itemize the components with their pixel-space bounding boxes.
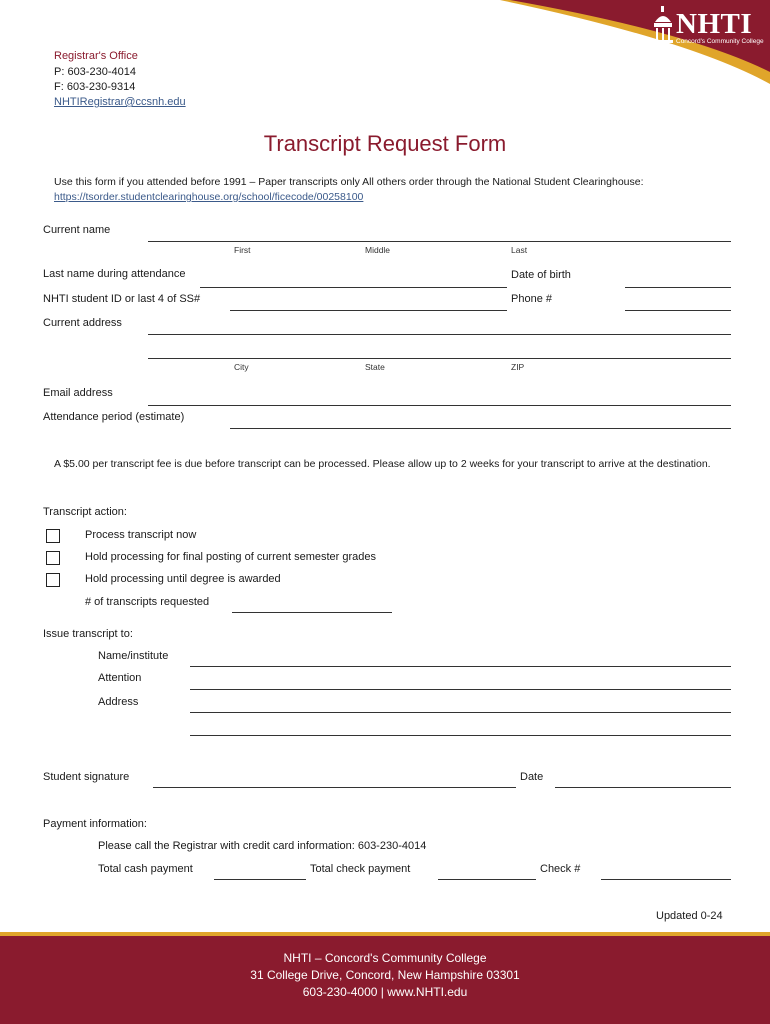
signature-label: Student signature (43, 771, 130, 783)
attention-line[interactable] (190, 689, 731, 690)
hold-degree-label: Hold processing until degree is awarded (85, 573, 281, 585)
issue-to-heading: Issue transcript to: (43, 628, 133, 640)
email-label: Email address (43, 387, 113, 399)
current-address-label: Current address (43, 317, 122, 329)
hold-degree-checkbox[interactable] (46, 573, 60, 587)
hold-grades-label: Hold processing for final posting of current semester grades (85, 551, 377, 563)
process-now-checkbox[interactable] (46, 529, 60, 543)
signature-date-line[interactable] (555, 787, 731, 788)
transcript-action-heading: Transcript action: (43, 506, 127, 518)
office-phone: P: 603-230-4014 (54, 66, 136, 78)
signature-line[interactable] (153, 787, 516, 788)
check-number-line[interactable] (601, 879, 731, 880)
issue-address-line-1[interactable] (190, 712, 731, 713)
office-fax: F: 603-230-9314 (54, 81, 136, 93)
phone-label: Phone # (511, 293, 552, 305)
check-payment-line[interactable] (438, 879, 536, 880)
footer-address: 31 College Drive, Concord, New Hampshire 03301 (250, 968, 520, 982)
cash-payment-label: Total cash payment (98, 863, 193, 875)
check-payment-label: Total check payment (310, 863, 411, 875)
first-label: First (234, 245, 251, 255)
office-email-link[interactable]: NHTIRegistrar@ccsnh.edu (54, 96, 186, 108)
last-name-attendance-line[interactable] (200, 287, 507, 288)
current-name-label: Current name (43, 224, 111, 236)
footer-college: NHTI – Concord's Community College (283, 951, 487, 965)
footer-contact: 603-230-4000 | www.NHTI.edu (302, 985, 468, 999)
last-label: Last (511, 245, 528, 255)
page-title: Transcript Request Form (263, 131, 507, 156)
current-name-line[interactable] (148, 241, 731, 242)
fee-notice: A $5.00 per transcript fee is due before transcript can be processed. Please allow up to 2 weeks for your transcript to arrive at the destination. (54, 458, 711, 470)
payment-heading: Payment information: (43, 818, 147, 830)
city-label: City (234, 362, 249, 372)
logo-subtitle: Concord's Community College (676, 38, 764, 45)
name-institute-line[interactable] (190, 666, 731, 667)
dob-label: Date of birth (511, 269, 571, 281)
cash-payment-line[interactable] (214, 879, 306, 880)
payment-call-note: Please call the Registrar with credit card information: 603-230-4014 (98, 840, 427, 852)
address-line-2[interactable] (148, 358, 731, 359)
transcript-count-line[interactable] (232, 612, 392, 613)
check-number-label: Check # (540, 863, 581, 875)
address-line-1[interactable] (148, 334, 731, 335)
phone-line[interactable] (625, 310, 731, 311)
last-name-attendance-label: Last name during attendance (43, 268, 186, 280)
issue-address-label: Address (98, 696, 139, 708)
updated-note: Updated 0-24 (656, 910, 723, 922)
intro-text: Use this form if you attended before 1991 – Paper transcripts only All others order through the National Student Clearinghouse: (54, 176, 644, 188)
email-line[interactable] (148, 405, 731, 406)
name-institute-label: Name/institute (98, 650, 169, 662)
signature-date-label: Date (520, 771, 544, 783)
issue-address-line-2[interactable] (190, 735, 731, 736)
zip-label: ZIP (511, 362, 525, 372)
transcript-count-label: # of transcripts requested (85, 596, 210, 608)
clearinghouse-link[interactable]: https://tsorder.studentclearinghouse.org/school/ficecode/00258100 (54, 191, 364, 203)
logo-text: NHTI (676, 8, 753, 40)
middle-label: Middle (365, 245, 391, 255)
attendance-period-line[interactable] (230, 428, 731, 429)
dob-line[interactable] (625, 287, 731, 288)
state-label: State (365, 362, 385, 372)
student-id-line[interactable] (230, 310, 507, 311)
student-id-label: NHTI student ID or last 4 of SS# (43, 293, 201, 305)
attendance-period-label: Attendance period (estimate) (43, 411, 185, 423)
process-now-label: Process transcript now (85, 529, 197, 541)
attention-label: Attention (98, 672, 142, 684)
hold-grades-checkbox[interactable] (46, 551, 60, 565)
office-name: Registrar's Office (54, 50, 138, 62)
dome-icon (651, 6, 675, 44)
